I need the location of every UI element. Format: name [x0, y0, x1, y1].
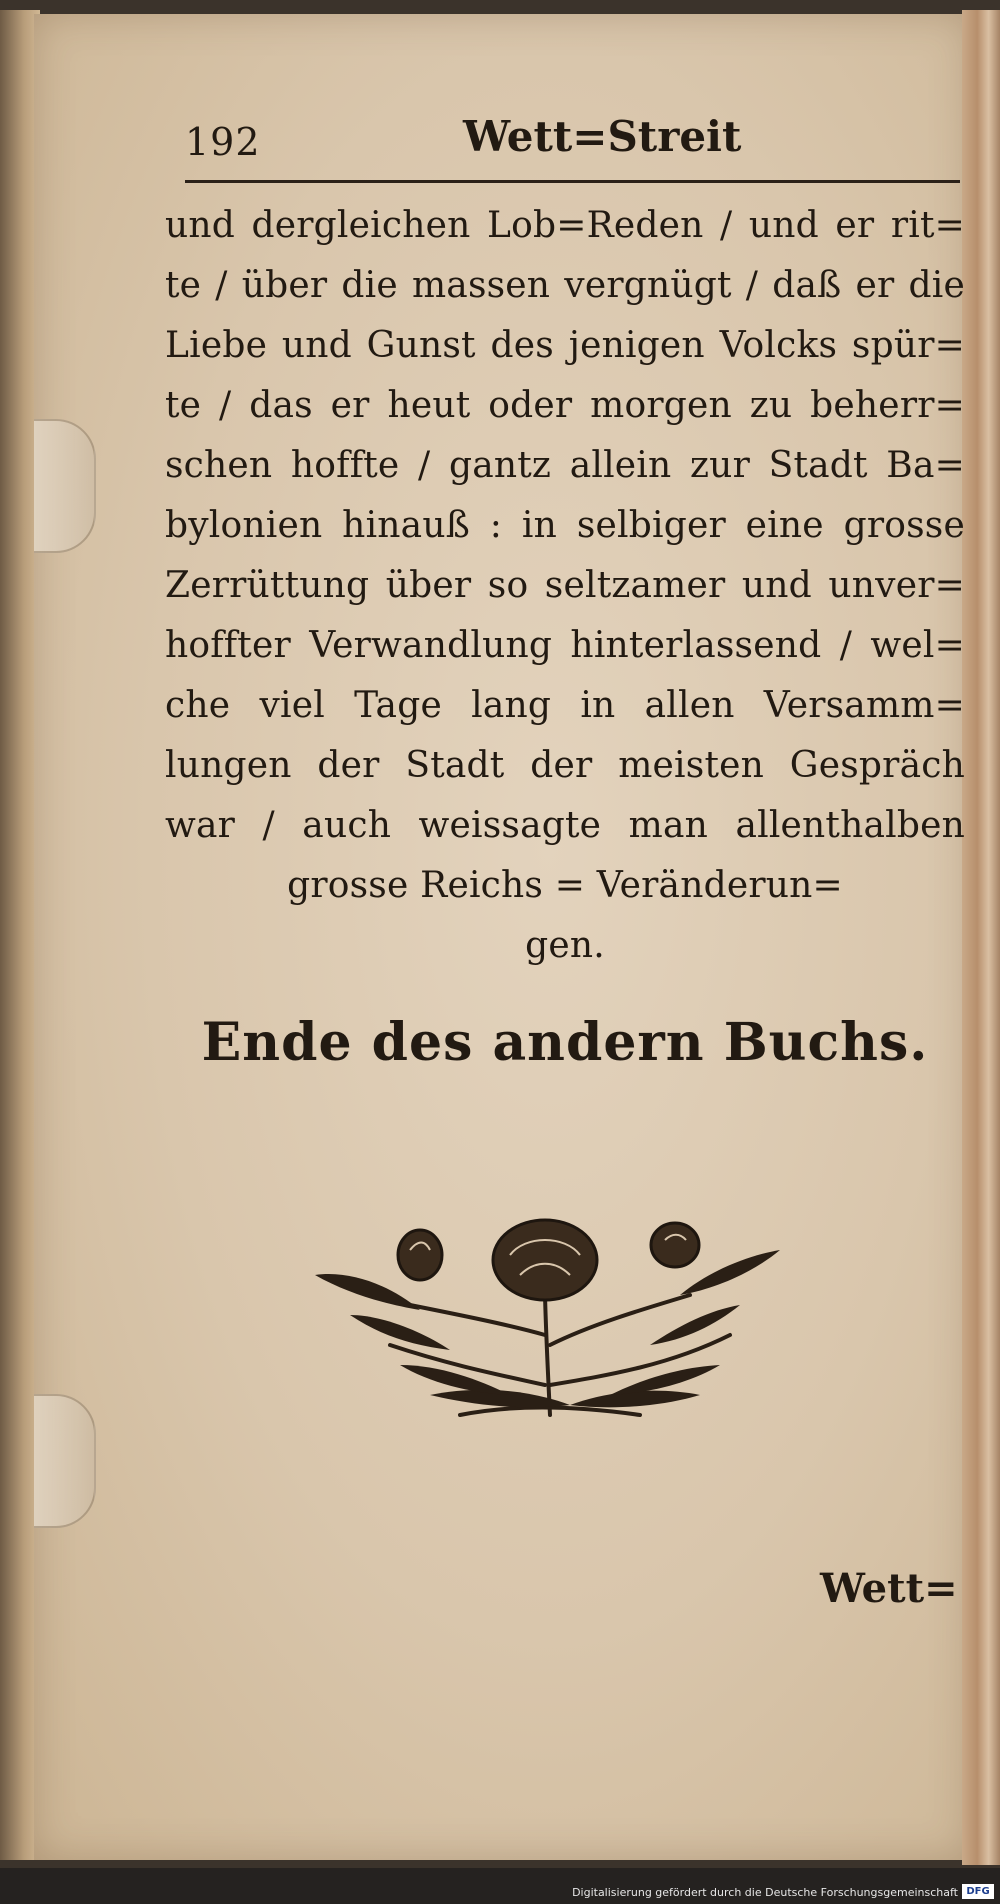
digitization-credit: Digitalisierung gefördert durch die Deutsche Forschungsgemeinschaft	[572, 1886, 958, 1899]
text-line: schen hoffte / gantz allein zur Stadt Ba=	[165, 445, 965, 486]
dfg-logo: DFG	[962, 1884, 994, 1899]
page-clip-top	[34, 419, 96, 553]
text-line: gen.	[525, 925, 605, 966]
text-line: hoffter Verwandlung hinterlassend / wel=	[165, 625, 965, 666]
body-text	[165, 196, 965, 976]
text-line: und dergleichen Lob=Reden / und er rit=	[165, 205, 965, 246]
page-clip-bottom	[34, 1394, 96, 1528]
page-number: 192	[185, 120, 261, 164]
text-line: Zerrüttung über so seltzamer und unver=	[165, 565, 965, 606]
page-header	[185, 112, 775, 172]
text-line: bylonien hinauß : in selbiger eine grosse	[165, 505, 965, 546]
text-line: te / das er heut oder morgen zu beherr=	[165, 385, 965, 426]
text-line: war / auch weissagte man allenthalben	[165, 805, 965, 846]
text-line: grosse Reichs = Veränderun=	[287, 865, 843, 906]
header-rule	[185, 180, 960, 183]
book-edge-right	[962, 10, 1000, 1865]
text-line: che viel Tage lang in allen Versamm=	[165, 685, 965, 726]
text-line: lungen der Stadt der meisten Gespräch	[165, 745, 965, 786]
flower-ornament-icon	[310, 1215, 790, 1435]
text-line: te / über die massen vergnügt / daß er die	[165, 265, 965, 306]
catchword: Wett=	[820, 1565, 958, 1612]
running-title: Wett=Streit	[463, 112, 742, 161]
text-line: Liebe und Gunst des jenigen Volcks spür=	[165, 325, 965, 366]
end-heading: Ende des andern Buchs.	[201, 1012, 929, 1073]
